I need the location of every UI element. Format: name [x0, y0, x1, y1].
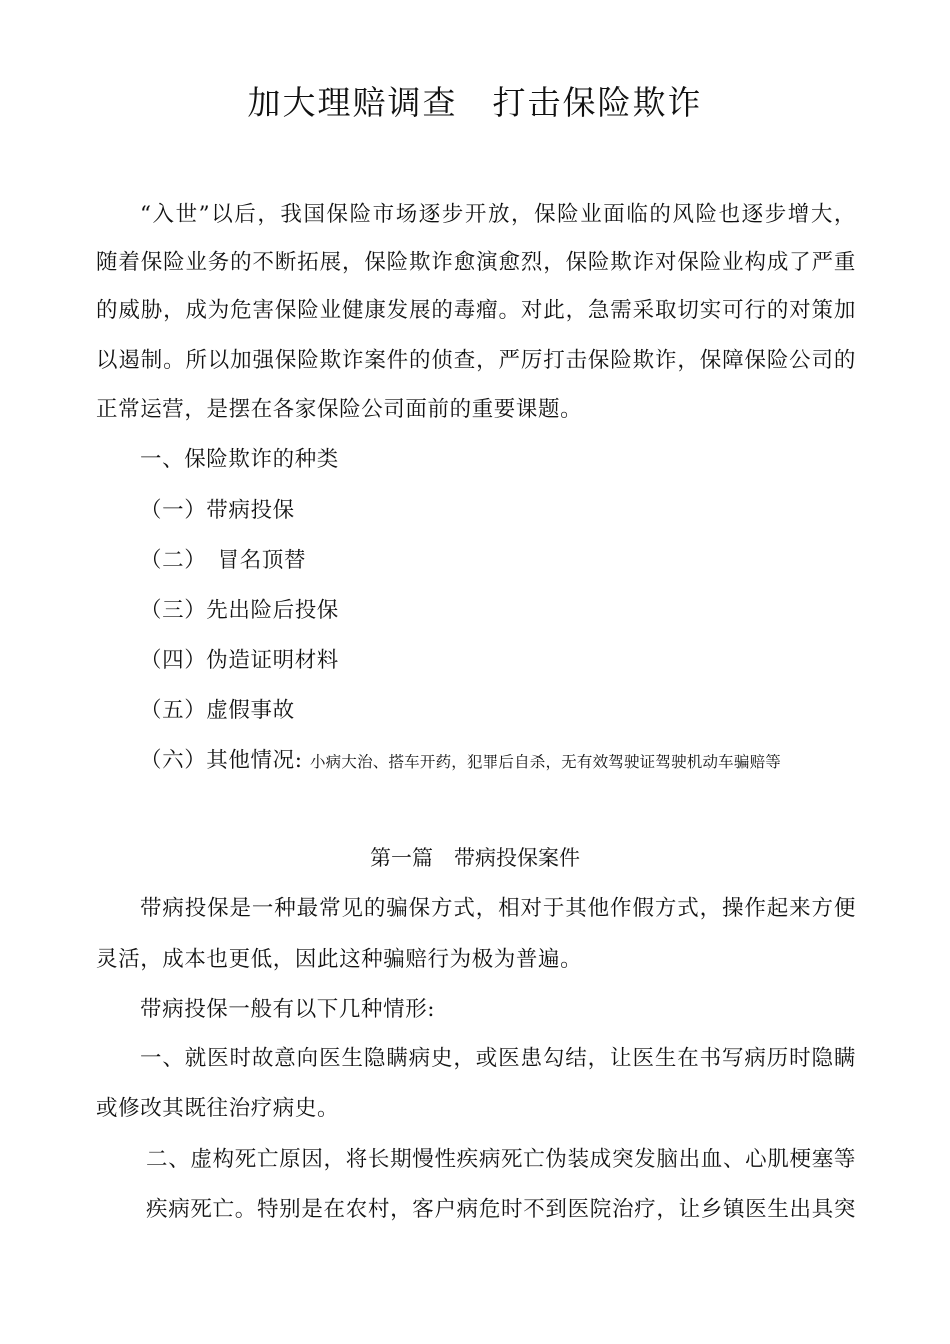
other-detail: 小病大治、搭车开药，犯罪后自杀，无有效驾驶证驾驶机动车骗赔等	[309, 753, 781, 771]
category-item: （四）伪造证明材料	[140, 648, 339, 673]
category-item: （五）虚假事故	[140, 698, 295, 723]
chapter-title: 第一篇 带病投保案件	[370, 846, 580, 870]
category-item: （三）先出险后投保	[140, 598, 339, 623]
case-line: 二、虚构死亡原因，将长期慢性疾病死亡伪装成突发脑出血、心肌梗塞等	[146, 1147, 856, 1172]
chapter-para-line: 灵活，成本也更低，因此这种骗赔行为极为普遍。	[96, 947, 583, 972]
case-line: 或修改其既往治疗病史。	[96, 1096, 340, 1121]
intro-line: “入世”以后，我国保险市场逐步开放，保险业面临的风险也逐步增大，	[140, 202, 856, 227]
category-item-other	[140, 746, 860, 777]
category-item: （一）带病投保	[140, 498, 295, 523]
intro-line: 以遏制。所以加强保险欺诈案件的侦查，严厉打击保险欺诈，保障保险公司的	[96, 348, 856, 373]
other-label: （六）其他情况:	[140, 748, 303, 773]
section-heading: 一、保险欺诈的种类	[140, 447, 339, 472]
case-line: 一、就医时故意向医生隐瞒病史，或医患勾结，让医生在书写病历时隐瞒	[140, 1046, 856, 1071]
category-item: （二） 冒名顶替	[140, 548, 307, 573]
document-title: 加大理赔调查 打击保险欺诈	[247, 83, 703, 122]
chapter-para-line: 带病投保是一种最常见的骗保方式，相对于其他作假方式，操作起来方便	[140, 896, 856, 921]
intro-line: 的威胁，成为危害保险业健康发展的毒瘤。对此，急需采取切实可行的对策加	[96, 298, 856, 323]
chapter-para-line: 带病投保一般有以下几种情形:	[140, 997, 436, 1022]
intro-line: 正常运营，是摆在各家保险公司面前的重要课题。	[96, 397, 583, 422]
intro-line: 随着保险业务的不断拓展，保险欺诈愈演愈烈，保险欺诈对保险业构成了严重	[96, 250, 856, 275]
case-line: 疾病死亡。特别是在农村，客户病危时不到医院治疗，让乡镇医生出具突	[146, 1197, 856, 1222]
